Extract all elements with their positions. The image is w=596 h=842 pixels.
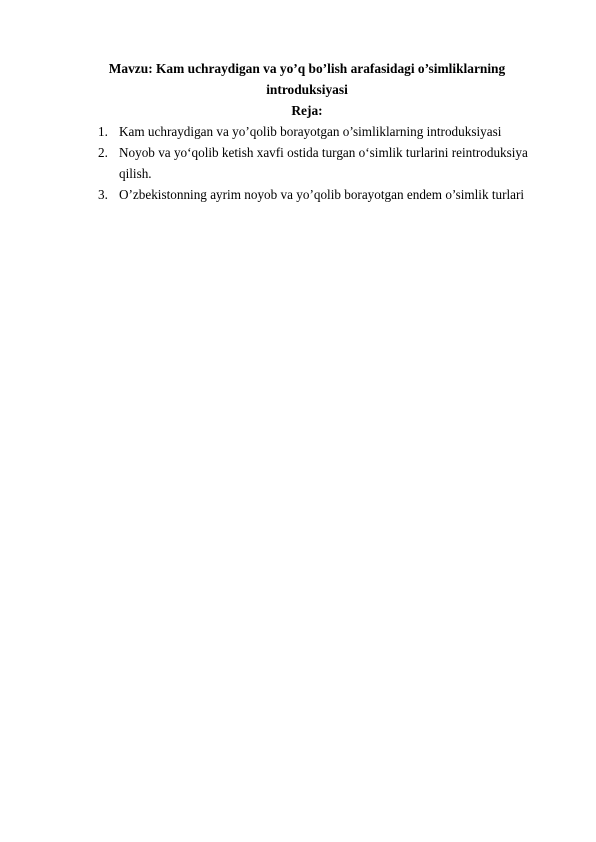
plan-list bbox=[98, 121, 568, 205]
plan-item-text: O’zbekistonning ayrim noyob va yo’qolib borayotgan endem o’simlik turlari bbox=[119, 187, 525, 202]
plan-heading: Reja: bbox=[291, 103, 323, 118]
plan-item-2 bbox=[98, 142, 568, 184]
page-title bbox=[88, 58, 526, 100]
plan-item-text: Kam uchraydigan va yo’qolib borayotgan o’simliklarning introduksiyasi bbox=[119, 124, 502, 139]
plan-item-text-line-2: qilish. bbox=[119, 166, 152, 181]
plan-item-3 bbox=[98, 184, 568, 205]
title-line-2: introduksiyasi bbox=[266, 82, 348, 97]
title-line-1: Mavzu: Kam uchraydigan va yo’q bo’lish arafasidagi o’simliklarning bbox=[108, 61, 506, 76]
plan-item-number: 2. bbox=[98, 145, 108, 160]
plan-item-number: 1. bbox=[98, 124, 108, 139]
plan-item-1 bbox=[98, 121, 568, 142]
plan-item-number: 3. bbox=[98, 187, 108, 202]
plan-item-text-line-1: Noyob va yo‘qolib ketish xavfi ostida turgan o‘simlik turlarini reintroduksiya bbox=[119, 145, 528, 160]
